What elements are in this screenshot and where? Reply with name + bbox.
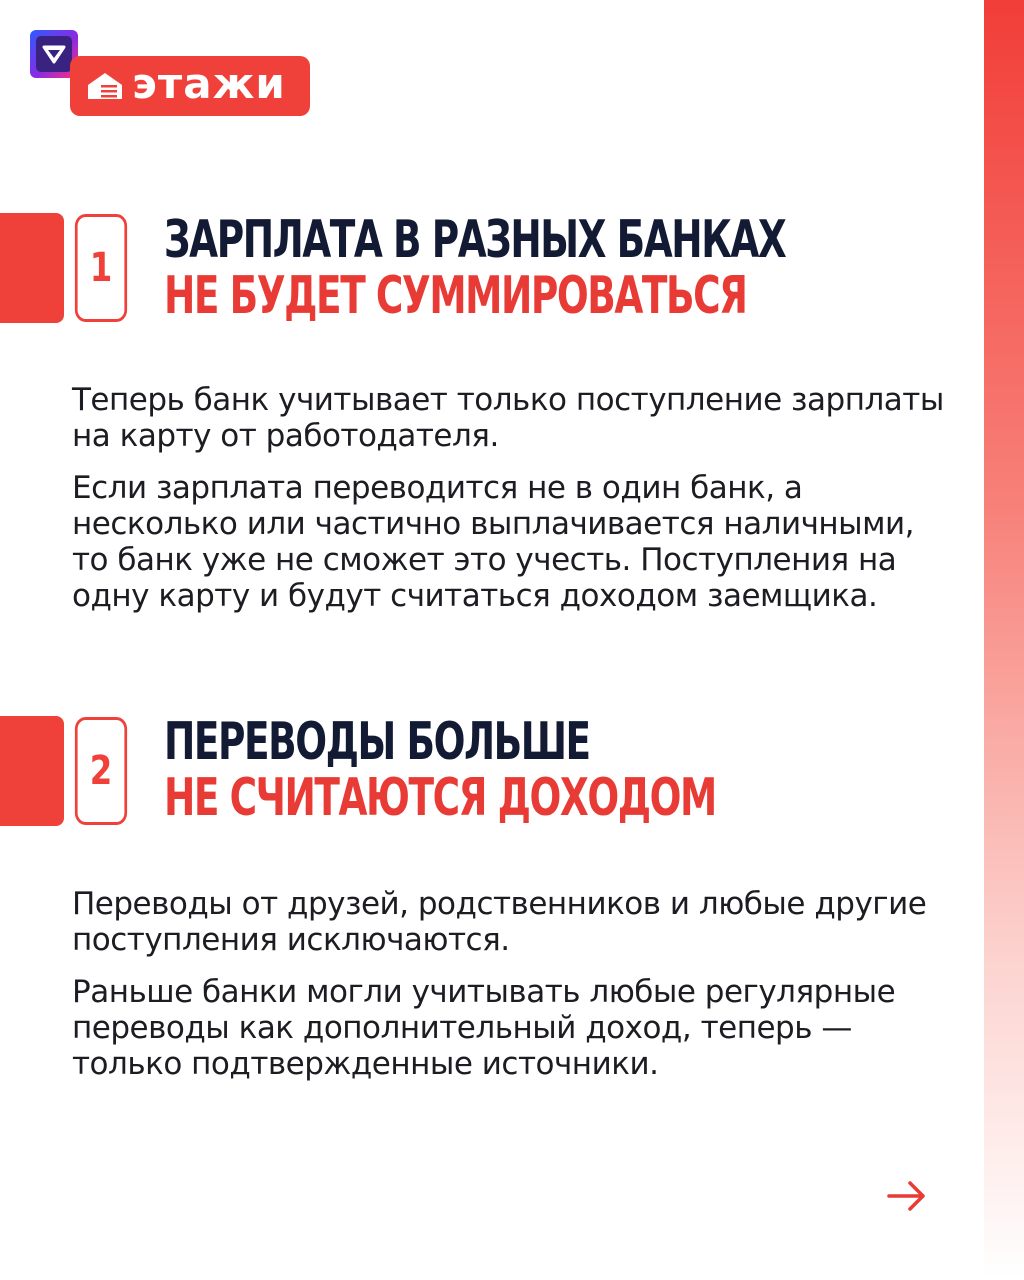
- heart-shield-icon: [38, 38, 70, 70]
- logo-text: этажи: [132, 59, 286, 108]
- section-1-paragraph-2: Если зарплата переводится не в один банк, а несколько или частично выплачивается наличными, то банк уже не сможет это учесть. Поступления на одну карту и будут считаться доходом заемщика.: [72, 470, 915, 614]
- section-2-marker-bar: [0, 716, 64, 826]
- section-1-heading: [164, 212, 785, 324]
- section-1-title-line1: ЗАРПЛАТА В РАЗНЫХ БАНКАХ: [164, 210, 786, 270]
- section-2-title-line2: НЕ СЧИТАЮТСЯ ДОХОДОМ: [164, 768, 716, 828]
- section-1-number: 1: [75, 214, 127, 322]
- section-1-marker-bar: [0, 213, 64, 323]
- section-2-paragraph-2: Раньше банки могли учитывать любые регулярные переводы как дополнительный доход, теперь — только подтвержденные источники.: [72, 974, 896, 1082]
- section-2-title-line1: ПЕРЕВОДЫ БОЛЬШЕ: [164, 712, 590, 772]
- section-1-title-line2: НЕ БУДЕТ СУММИРОВАТЬСЯ: [164, 266, 747, 326]
- section-2-paragraph-1: Переводы от друзей, родственников и любые другие поступления исключаются.: [72, 886, 927, 958]
- decorative-gradient-strip: [984, 0, 1024, 1280]
- section-2-number: 2: [75, 717, 127, 825]
- arrow-right-icon[interactable]: [886, 1176, 928, 1216]
- brand-logo: [70, 56, 310, 116]
- section-2-heading: [164, 714, 716, 826]
- building-icon: [86, 71, 124, 101]
- section-1-paragraph-1: Теперь банк учитывает только поступление зарплаты на карту от работодателя.: [72, 382, 944, 454]
